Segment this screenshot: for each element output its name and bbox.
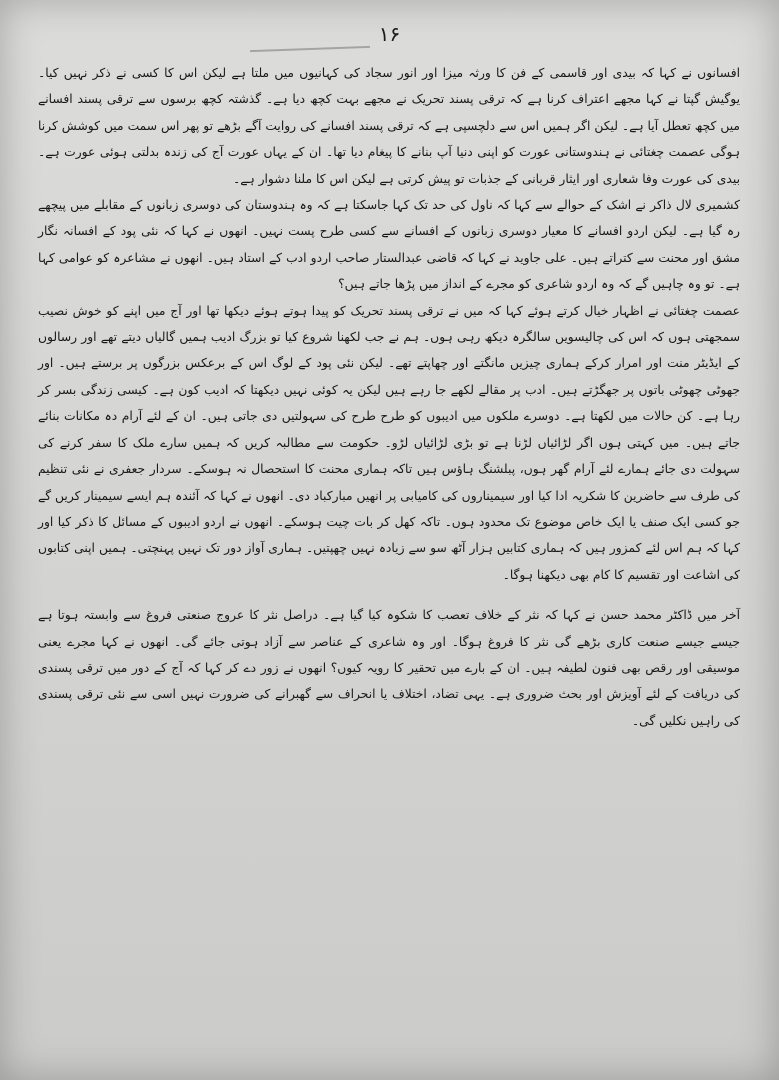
article-body	[38, 60, 740, 734]
paragraph-4: آخر میں ڈاکٹر محمد حسن نے کہا کہ نثر کے خلاف تعصب کا شکوہ کیا گیا ہے۔ دراصل نثر کا عروج صنعتی فروغ سے وابستہ ہوتا ہے جیسے جیسے صنعت کاری بڑھے گی نثر کا فروغ ہوگا۔ اور وہ شاعری کے عناصر سے آزاد ہوتی جائے گی۔ انھوں نے کہا مجرے یعنی موسیقی اور رقص بھی فنون لطیفہ ہیں۔ ان کے بارے میں تحقیر کا رویہ کیوں؟ انھوں نے زور دے کر کہا کہ آج کے دور میں ترقی پسندی کی دریافت کے لئے آویزش اور بحث ضروری ہے۔ یہی تضاد، اختلاف یا انحراف سے گھبرانے کی ضرورت نہیں اسی سے نئی ترقی پسندی کی راہیں نکلیں گی۔	[38, 608, 740, 728]
ink-mark	[250, 46, 370, 52]
paragraph-2: کشمیری لال ذاکر نے اشک کے حوالے سے کہا کہ ناول کی حد تک کہا جاسکتا ہے کہ وہ ہندوستان کی دوسری زبانوں کے مقابلے میں پیچھے رہ گیا ہے۔ لیکن اردو افسانے کا معیار دوسری زبانوں کے افسانے سے کسی طرح پست نہیں۔ انھوں نے کہا کہ نئی پود کے افسانہ نگار مشق اور محنت سے کتراتے ہیں۔ علی جاوید نے کہا کہ قاضی عبدالستار صاحب اردو ادب کے استاد ہیں۔ انھوں نے مشاعرہ کو عوامی کہا ہے۔ تو وہ چاہیں گے کہ وہ اردو شاعری کو مجرے کے انداز میں پڑھا جاتے ہیں؟	[38, 198, 740, 292]
paragraph-3: عصمت چغتائی نے اظہار خیال کرتے ہوئے کہا کہ میں نے ترقی پسند تحریک کو پیدا ہوتے ہوئے دیکھا تھا اور آج میں اپنے کو خوش نصیب سمجھتی ہوں کہ اس کی چالیسویں سالگرہ دیکھ رہی ہوں۔ ہم نے جب لکھنا شروع کیا تو بزرگ ادیب ہمیں گالیاں دیتے تھے اور رسالوں کے ایڈیٹر منت اور امرار کرکے ہماری چیزیں مانگتے اور چھاپتے تھے۔ لیکن نئی پود کے لوگ اس کے برعکس بزرگوں پر برستے ہیں۔ اور جھوٹی چھوٹی باتوں پر جھگڑتے ہیں۔ ادب پر مقالے لکھے جا رہے ہیں لیکن یہ کوئی نہیں دیکھتا کہ ادیب کون ہے۔ کیسی زندگی بسر کر رہا ہے۔ کن حالات میں لکھتا ہے۔ دوسرے ملکوں میں ادیبوں کو طرح طرح کی سہولتیں دی جاتی ہیں۔ ان کے لئے آرام دہ مکانات بنائے جاتے ہیں۔ میں کہتی ہوں اگر لڑائیاں لڑنا ہے تو بڑی لڑائیاں لڑو۔ حکومت سے مطالبہ کریں کہ ہمیں سارے ملک کا سفر کرنے کی سہولت دی جائے ہمارے لئے آرام گھر ہوں، پبلشنگ ہاؤس ہیں تاکہ ہماری محنت کا استحصال نہ ہوسکے۔ سردار جعفری نے نئی تنظیم کی طرف سے حاضرین کا شکریہ ادا کیا اور سیمیناروں کی کامیابی پر انھیں مبارکباد دی۔ انھوں نے کہا کہ آئندہ ہم ایسے سیمینار کریں گے جو کسی ایک صنف یا ایک خاص موضوع تک محدود ہوں۔ تاکہ کھل کر بات چیت ہوسکے۔ انھوں نے اردو ادیبوں کے مسائل کا ذکر کیا اور کہا کہ ہم اس لئے کمزور ہیں کہ ہماری کتابیں ہزار آٹھ سو سے زیادہ نہیں چھپتیں۔ ہماری آواز دور تک نہیں پہنچتی۔ ہمیں اپنی کتابوں کی اشاعت اور تقسیم کا کام بھی دیکھنا ہوگا۔	[38, 303, 740, 582]
page-number: ۱۶	[378, 22, 401, 46]
paragraph-1: افسانوں نے کہا کہ بیدی اور قاسمی کے فن کا ورثہ میزا اور انور سجاد کی کہانیوں میں ملتا ہے لیکن اس کا کسی نے ذکر نہیں کیا۔ یوگیش گپتا نے کہا مجھے اعتراف کرنا ہے کہ ترقی پسند تحریک نے مجھے بہت کچھ دیا ہے۔ گذشتہ کچھ برسوں سے ترقی پسند افسانے میں کچھ تعطل آیا ہے۔ لیکن اگر ہمیں اس سے دلچسپی ہے کہ ترقی پسند افسانے کی روایت آگے بڑھے تو پھر اس سمت میں کوشش کرنا ہوگی عصمت چغتائی نے ہندوستانی عورت کو اپنی دنیا آپ بنانے کا پیغام دیا تھا۔ ان کے یہاں عورت آج کی زندہ بدلتی ہوئی عورت ہے۔ بیدی کی عورت وفا شعاری اور ایثار قربانی کے جذبات تو پیش کرتی ہے لیکن اس کا ملنا دشوار ہے۔	[38, 66, 740, 186]
